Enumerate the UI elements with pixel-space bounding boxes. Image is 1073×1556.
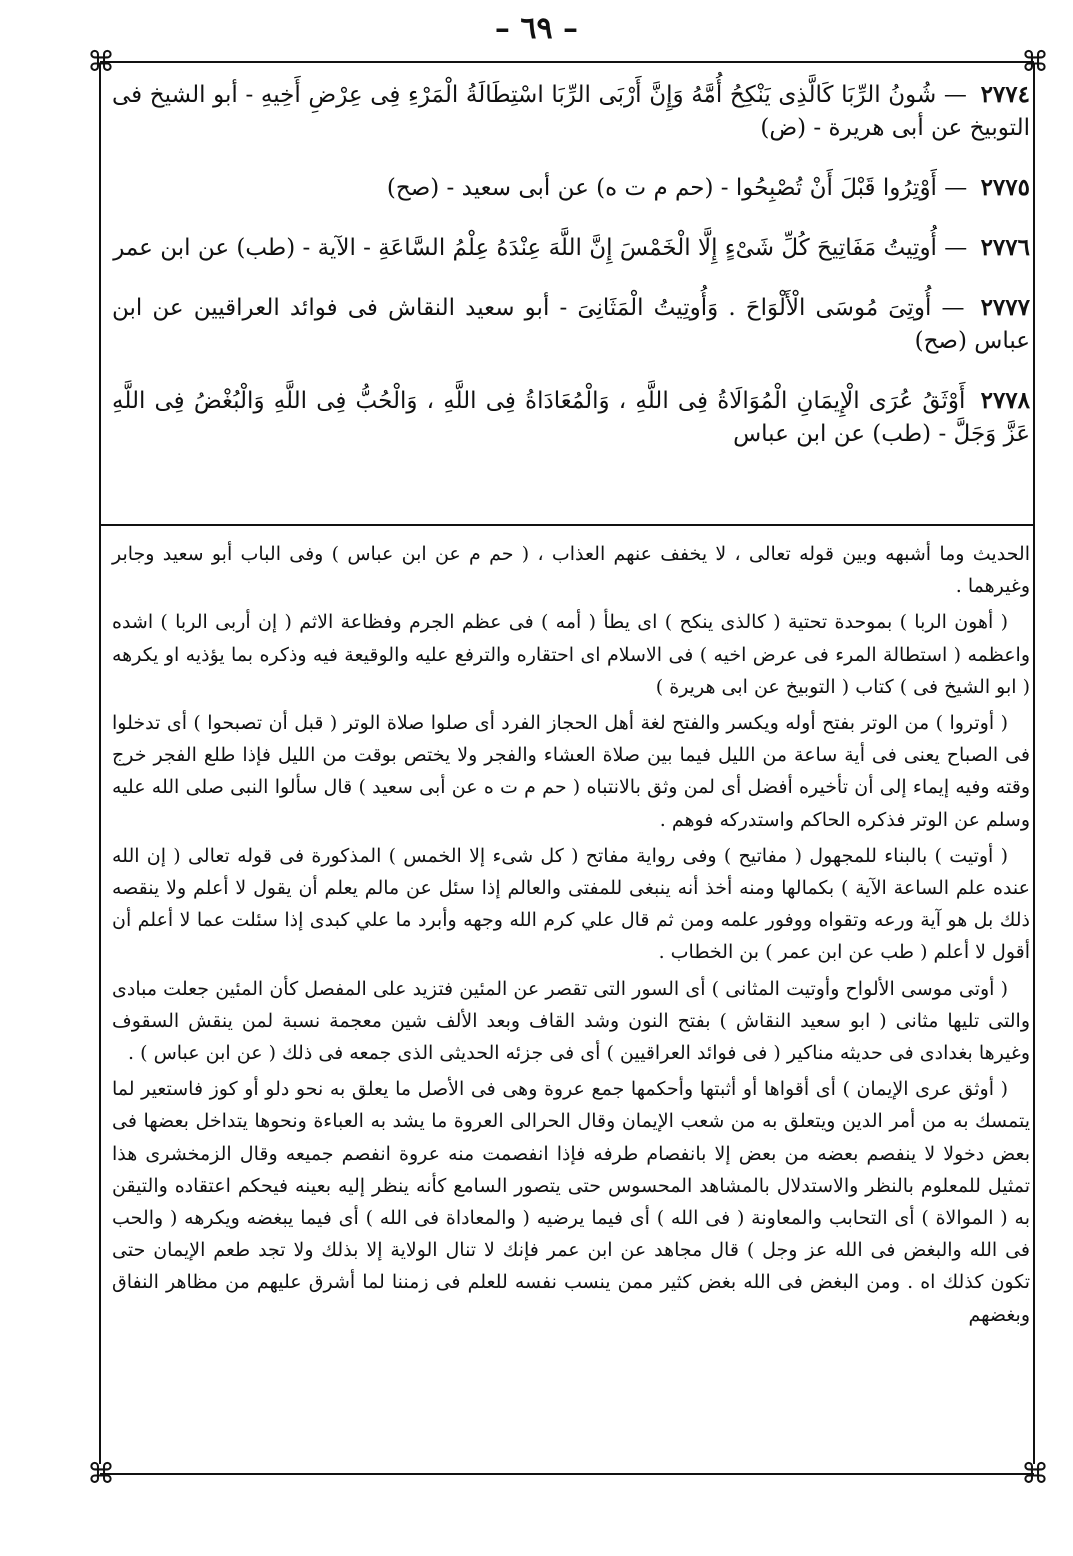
bottom-left-knot-ornament-icon: ⌘ bbox=[87, 1457, 115, 1490]
hadith-entry bbox=[112, 78, 1030, 145]
top-left-knot-ornament-icon: ⌘ bbox=[87, 45, 115, 78]
hadith-entry bbox=[112, 291, 1030, 358]
page-number: – ٦٩ – bbox=[494, 11, 579, 46]
bottom-frame-rule bbox=[100, 1473, 1034, 1475]
hadith-text: — أُوتِىَ مُوسَى الْأَلْوَاحَ . وَأُوتِيتُ الْمَثَانِىَ - أبو سعيد النقاش فى فوائد العراقيين عن ابن عباس (صح) bbox=[112, 295, 1030, 354]
hadith-number: ٢٧٧٨ bbox=[980, 387, 1031, 414]
commentary-paragraph: الحديث وما أشبهه وبين قوله تعالى ، لا يخفف عنهم العذاب ، ( حم م عن ابن عباس ) وفى الباب أبو سعيد وجابر وغيرهما . bbox=[112, 543, 1030, 598]
hadith-entry bbox=[112, 231, 1030, 265]
left-frame-rule bbox=[99, 64, 101, 1464]
hadith-entry bbox=[112, 171, 1030, 205]
commentary-section bbox=[112, 538, 1030, 1335]
hadith-number: ٢٧٧٤ bbox=[980, 81, 1030, 108]
hadith-entry bbox=[112, 384, 1030, 451]
hadith-number: ٢٧٧٥ bbox=[980, 174, 1030, 201]
hadith-text: — شُونُ الرِّبَا كَالَّذِى يَنْكِحُ أُمَّهُ وَإِنَّ أَرْبَى الرِّبَا اسْتِطَالَةُ الْمَرْءِ فِى عِرْضِ أَخِيهِ - أبو الشيخ فى التوبيخ عن أبى هريرة - (ض) bbox=[112, 82, 1030, 141]
hadith-text: — أَوْتِرُوا قَبْلَ أَنْ تُصْبِحُوا - (حم م ت ه) عن أبى سعيد - (صح) bbox=[386, 175, 968, 201]
commentary-paragraph: ( أوتروا ) من الوتر بفتح أوله ويكسر والفتح لغة أهل الحجاز الفرد أى صلوا صلاة الوتر ( قبل أن تصبحوا ) أى تدخلوا فى الصباح يعنى فى أية ساعة من الليل فيما بين صلاة العشاء والفجر ولا يختص بوقت من الليل فإذا طلع الفجر خرج وقته وفيه إيماء إلى أن تأخيره أفضل أى لمن وثق بالانتباه ( حم م ت ه عن أبى سعيد ) قال سألوا النبى صلى الله عليه وسلم عن الوتر فذكره الحاكم واستدركه فوهم . bbox=[112, 712, 1030, 831]
hadith-text: أَوْثَقُ عُرَى الْإِيمَانِ الْمُوَالَاةُ فِى اللَّهِ ، وَالْمُعَادَاةُ فِى اللَّهِ ، وَالْحُبُّ فِى اللَّهِ وَالْبُغْضُ فِى اللَّهِ عَزَّ وَجَلَّ - (طب) عن ابن عباس bbox=[112, 388, 1030, 447]
hadith-number: ٢٧٧٧ bbox=[980, 294, 1030, 321]
bottom-right-knot-ornament-icon: ⌘ bbox=[1021, 1457, 1049, 1490]
hadith-number: ٢٧٧٦ bbox=[980, 234, 1030, 261]
commentary-paragraph: ( أهون الربا ) بموحدة تحتية ( كالذى ينكح ) اى يطأ ( أمه ) فى عظم الجرم وفظاعة الاثم ( إن أربى الربا ) اشده واعظمه ( استطالة المرء فى عرض اخيه ) فى الاسلام اى احتقاره والترفع عليه والوقيعة فيه وذكره بما يؤذيه او يكرهه ( ابو الشيخ فى ) كتاب ( التوبيخ عن ابى هريرة ) bbox=[112, 611, 1030, 698]
commentary-paragraph: ( أوتى موسى الألواح وأوتيت المثانى ) أى السور التى تقصر عن المئين فتزيد على المفصل كأن المئين جعلت مبادى والتى تليها مثانى ( ابو سعيد النقاش ) بفتح النون وشد القاف وبعد الألف شين معجمة نسبة لمن ينقش السقوف وغيرها بغدادى فى حديثه مناكير ( فى فوائد العراقيين ) أى فى جزئه الحديثى الذى جمعه فى ذلك ( عن ابن عباس ) . bbox=[112, 977, 1030, 1065]
hadith-text: — أُوتِيتُ مَفَاتِيحَ كُلِّ شَىْءٍ إِلَّا الْخَمْسَ إِنَّ اللَّهَ عِنْدَهُ عِلْمُ السَّاعَةِ - الآية - (طب) عن ابن عمر bbox=[113, 235, 968, 261]
section-divider bbox=[100, 524, 1034, 526]
right-frame-rule bbox=[1033, 64, 1035, 1464]
hadith-section bbox=[112, 78, 1030, 477]
commentary-paragraph: ( أوتيت ) بالبناء للمجهول ( مفاتيح ) وفى رواية مفاتح ( كل شىء إلا الخمس ) المذكورة فى قوله تعالى ( إن الله عنده علم الساعة الآية ) بكمالها ومنه أخذ أنه ينبغى للمفتى والعالم إذا سئل عن مالم يعلم أن يقول لا أعلم ولا ينقصه ذلك بل هو آية ورعه وتقواه ووفور علمه ومن ثم قال علي كرم الله وجهه وأبرد ما علي كبدى إذا سئلت عما لا أعلم أن أقول لا أعلم ( طب عن ابن عمر ) بن الخطاب . bbox=[112, 844, 1030, 964]
commentary-paragraph: ( أوثق عرى الإيمان ) أى أقواها أو أثبتها وأحكمها جمع عروة وهى فى الأصل ما يعلق به نحو دلو أو كوز فاستعير لما يتمسك به من أمر الدين ويتعلق به من شعب الإيمان وقال الحرالى العروة ما يشد به العباءة ونحوها يتداخل بعضها فى بعض دخولا لا ينفصم بعضه من بعض إلا بانفصام طرفه فإذا انفصمت منه عروة انفصم جميعه وقال الزمخشرى هذا تمثيل للمعلوم بالنظر والاستدلال بالمشاهد المحسوس حتى يتصور السامع كأنه ينظر إليه بعينه فيحكم اعتقاده والتيقن به ( الموالاة ) أى التحابب والمعاونة ( فى الله ) أى فيما يرضيه ( والمعاداة فى الله ) أى فيما يبغضه ويكرهه ( والحب فى الله والبغض فى الله عز وجل ) قال مجاهد عن ابن عمر فإنك لا تنال الولاية إلا بذلك ولا تجد طعم الإيمان حتى تكون كذلك اه . ومن البغض فى الله بغض كثير ممن ينسب نفسه للعلم فى زمننا لما أشرق عليهم من مظاهر النفاق وبغضهم bbox=[112, 1078, 1030, 1326]
top-right-knot-ornament-icon: ⌘ bbox=[1021, 45, 1049, 78]
top-frame-rule bbox=[100, 61, 1034, 63]
